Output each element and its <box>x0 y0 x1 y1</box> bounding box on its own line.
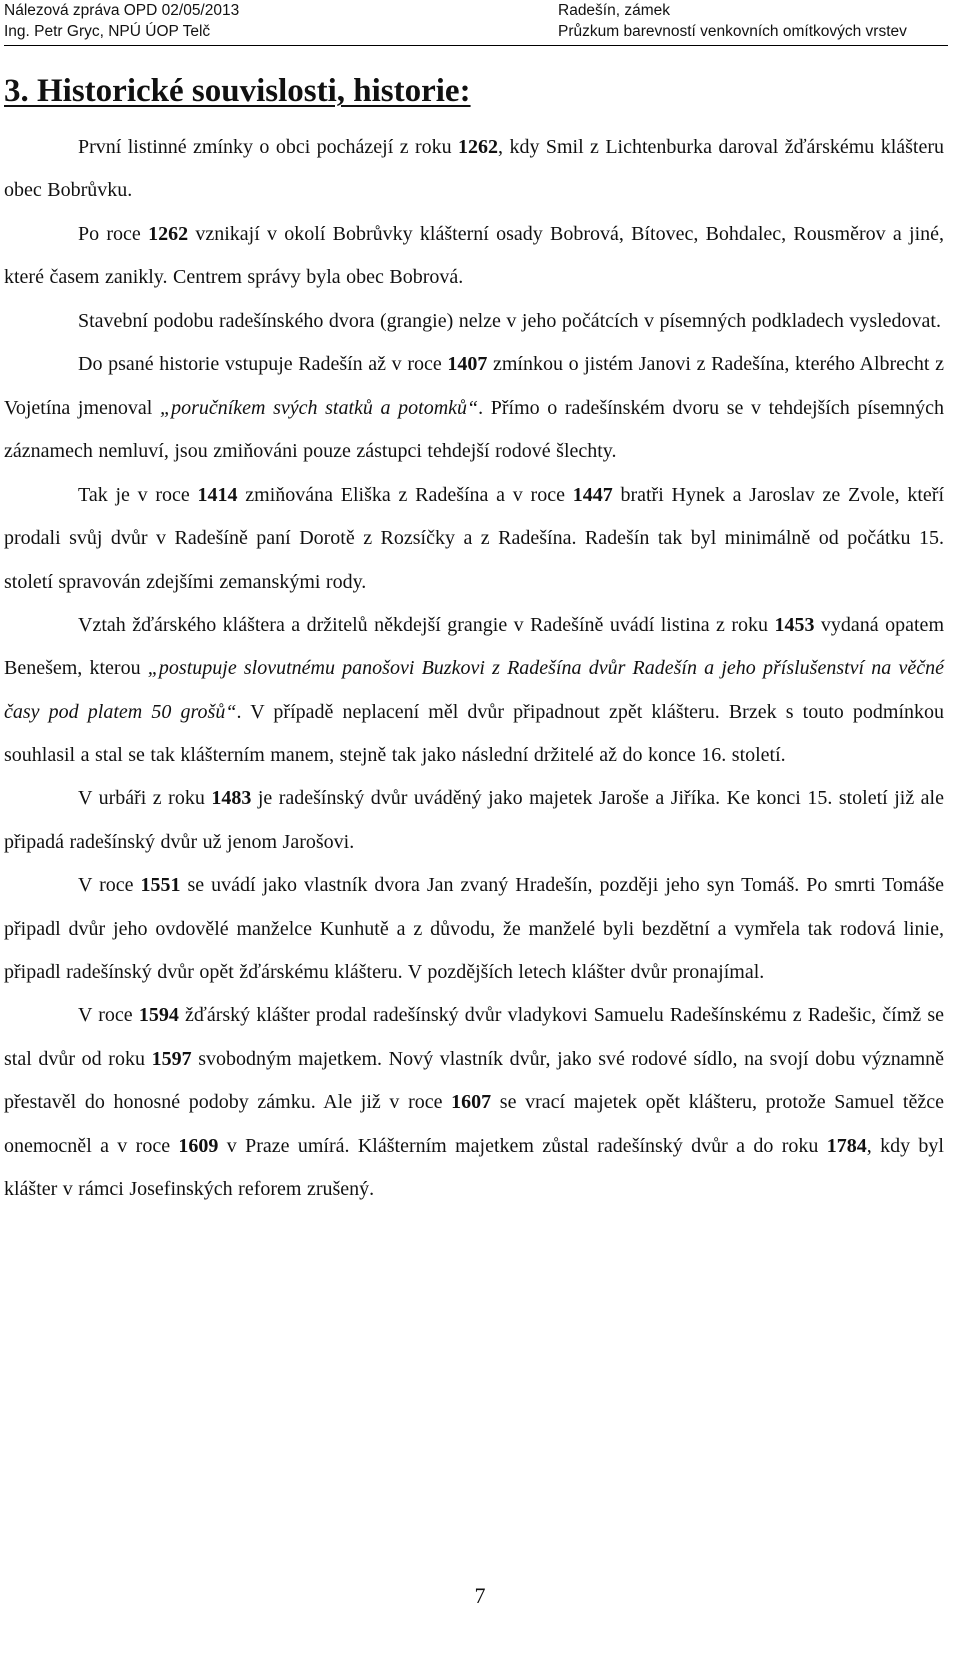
object-name: Radešín, zámek <box>558 2 670 19</box>
year-bold: 1551 <box>140 874 181 897</box>
text-span: V urbáři z roku <box>78 787 212 810</box>
text-span: V roce <box>78 1004 139 1027</box>
paragraph-1 <box>4 126 944 213</box>
text-span: vznikají v okolí Bobrůvky klášterní osady Bobrová, Bítovec, Bohdalec, Rousměrov a jiné, které časem zanikly. Centrem správy byla obec Bobrová. <box>4 222 944 289</box>
text-span: V roce <box>78 874 141 897</box>
year-bold: 1262 <box>148 222 189 245</box>
paragraph-3 <box>4 300 944 343</box>
text-span: zmiňována Eliška z Radešína a v roce <box>237 483 573 506</box>
year-bold: 1483 <box>211 787 252 810</box>
text-span: bratři Hynek a Jaroslav ze Zvole, kteří prodali svůj dvůr v Radešíně paní Dorotě z Rozsíčky a z Radešína. Radešín tak byl minimálně od počátku 15. století spravován zdejšími zemanskými rody. <box>4 483 945 593</box>
year-bold: 1609 <box>178 1134 219 1157</box>
text-span: je radešínský dvůr uváděný jako majetek Jaroše a Jiříka. Ke konci 15. století již ale připadá radešínský dvůr už jenom Jarošovi. <box>4 787 944 853</box>
page-number: 7 <box>474 1583 486 1608</box>
year-bold: 1453 <box>774 613 815 636</box>
text-span: vydaná opatem Benešem, kterou <box>4 613 944 680</box>
text-span: se vrací majetek opět klášteru, protože Samuel těžce onemocněl a v roce <box>4 1091 944 1157</box>
quotation: „postupuje slovutnému panošovi Buzkovi z Radešína dvůr Radešín a jeho příslušenství na věčné časy pod platem 50 grošů“ <box>4 657 944 723</box>
report-author: Ing. Petr Gryc, NPÚ ÚOP Telč <box>4 23 211 40</box>
year-bold: 1784 <box>826 1134 867 1157</box>
paragraph-8 <box>4 864 944 994</box>
text-span: Do psané historie vstupuje Radešín až v roce <box>78 353 448 376</box>
text-span: se uvádí jako vlastník dvora Jan zvaný Hradešín, později jeho syn Tomáš. Po smrti Tomáše připadl dvůr jeho ovdovělé manželce Kunhutě a z důvodu, že manželé byli bezdětní a vymřela tak rodová linie, připadl radešínský dvůr opět žďárskému klášteru. V pozdějších letech klášter dvůr pronajímal. <box>4 874 944 983</box>
page-header-left <box>4 0 239 42</box>
page-header-right <box>558 0 907 42</box>
text-span: svobodným majetkem. Nový vlastník dvůr, jako své rodové sídlo, na svojí dobu významně přestavěl do honosné podoby zámku. Ale již v roce <box>4 1047 945 1114</box>
text-span: . V případě neplacení měl dvůr připadnout zpět klášteru. Brzek s touto podmínkou souhlasil a stal se tak klášterním manem, stejně tak jako následní držitelé až do konce 16. století. <box>4 700 944 766</box>
text-span: žďárský klášter prodal radešínský dvůr vladykovi Samuelu Radešínskému z Radešic, čímž se stal dvůr od roku <box>4 1004 944 1070</box>
text-span: První listinné zmínky o obci pocházejí z roku <box>78 136 459 158</box>
year-bold: 1597 <box>151 1047 192 1070</box>
text-span: , kdy Smil z Lichtenburka daroval žďárskému klášteru obec Bobrůvku. <box>4 136 945 202</box>
document-body <box>4 126 944 1212</box>
paragraph-2 <box>4 213 944 300</box>
survey-title: Průzkum barevností venkovních omítkových vrstev <box>558 23 907 40</box>
text-span: , kdy byl klášter v rámci Josefinských reforem zrušený. <box>4 1134 944 1201</box>
report-title: Nálezová zpráva OPD 02/05/2013 <box>4 2 240 19</box>
year-bold: 1414 <box>197 483 238 506</box>
paragraph-6 <box>4 604 944 777</box>
year-bold: 1607 <box>451 1091 492 1114</box>
year-bold: 1594 <box>138 1004 179 1027</box>
text-span: zmínkou o jistém Janovi z Radešína, kterého Albrecht z Vojetína jmenoval <box>4 353 944 419</box>
paragraph-9 <box>4 994 944 1211</box>
text-span: Po roce <box>78 222 149 245</box>
header-divider <box>4 45 948 46</box>
year-bold: 1447 <box>572 483 613 506</box>
paragraph-4 <box>4 343 944 473</box>
year-bold: 1262 <box>458 136 499 158</box>
paragraph-5 <box>4 474 944 604</box>
year-bold: 1407 <box>447 353 488 376</box>
section-heading: 3. Historické souvislosti, historie: <box>4 73 471 109</box>
text-span: Tak je v roce <box>78 483 198 506</box>
text-span: Vztah žďárského kláštera a držitelů někdejší grangie v Radešíně uvádí listina z roku <box>78 613 775 636</box>
text-span: v Praze umírá. Klášterním majetkem zůstal radešínský dvůr a do roku <box>218 1134 827 1157</box>
text-span: Stavební podobu radešínského dvora (grangie) nelze v jeho počátcích v písemných podkladech vysledovat. <box>78 309 941 332</box>
paragraph-7 <box>4 777 944 864</box>
quotation: „poručníkem svých statků a potomků“ <box>159 396 479 419</box>
text-span: . Přímo o radešínském dvoru se v tehdejších písemných záznamech nemluví, jsou zmiňováni pouze zástupci tehdejší rodové šlechty. <box>4 396 945 463</box>
